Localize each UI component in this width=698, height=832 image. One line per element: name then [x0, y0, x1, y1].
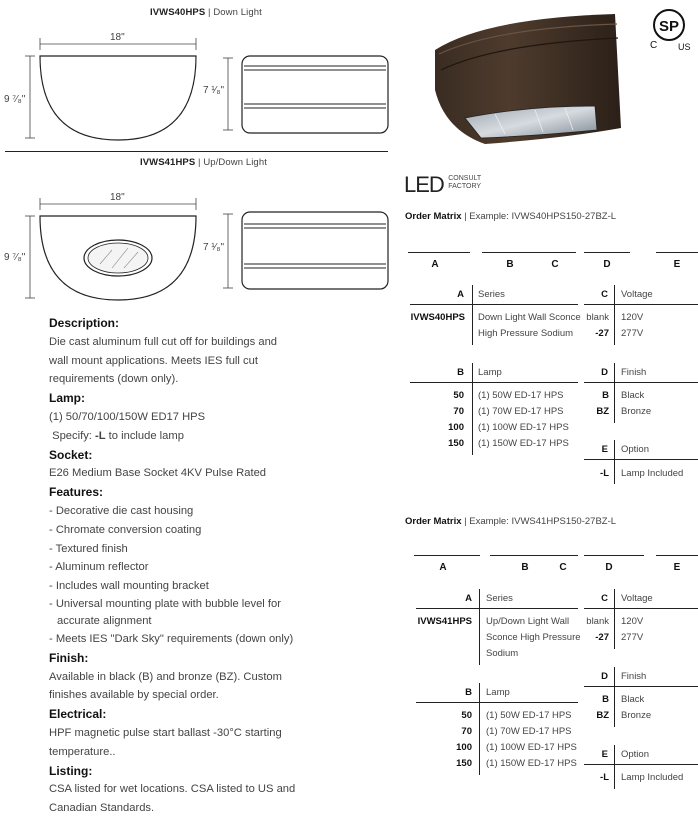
- row-rule: [416, 608, 578, 609]
- col-rule: [472, 285, 473, 345]
- voltage-code: C: [601, 593, 608, 604]
- col-rule: [614, 667, 615, 727]
- drawing-divider: [5, 151, 388, 152]
- csa-certification-mark: SP C US: [650, 8, 690, 52]
- row-rule: [584, 304, 698, 305]
- finish-label: Finish: [621, 671, 647, 682]
- col-rule: [614, 440, 615, 484]
- col-rule: [479, 589, 480, 665]
- height-dimension-front-bottom: 9 ⁷⁄₈": [4, 252, 26, 263]
- col-letter-c: C: [559, 562, 567, 573]
- voltage-code: C: [601, 289, 608, 300]
- voltage-label: Voltage: [621, 593, 653, 604]
- row-rule: [584, 764, 698, 765]
- blank-line: [408, 252, 470, 253]
- feature-item: - Meets IES "Dark Sky" requirements (down only): [49, 632, 294, 645]
- fixture-drawing-bottom: [0, 190, 400, 310]
- row-rule: [584, 608, 698, 609]
- blank-line: [490, 555, 578, 556]
- col-letter-b: B: [521, 562, 529, 573]
- col-rule: [472, 363, 473, 455]
- option-code: E: [601, 749, 608, 760]
- blank-line: [656, 252, 698, 253]
- col-letter-c: C: [551, 259, 559, 270]
- blank-line: [414, 555, 480, 556]
- feature-item: - Includes wall mounting bracket: [49, 580, 209, 593]
- col-letter-d: D: [605, 562, 613, 573]
- col-rule: [614, 285, 615, 345]
- row-rule: [584, 686, 698, 687]
- row-rule: [584, 382, 698, 383]
- lamp-label: Lamp: [478, 367, 502, 378]
- series-label: Series: [486, 593, 513, 604]
- col-letter-e: E: [673, 562, 681, 573]
- feature-item: - Chromate conversion coating: [49, 523, 202, 536]
- height-dimension-side-bottom: 7 ¹⁄₈": [203, 242, 225, 253]
- option-label: Option: [621, 749, 649, 760]
- row-rule: [584, 459, 698, 460]
- blank-line: [482, 252, 576, 253]
- col-rule: [479, 683, 480, 775]
- series-value: IVWS41HPS: [417, 616, 472, 627]
- col-letter-b: B: [506, 259, 514, 270]
- order-matrix-2-header: Order Matrix | Example: IVWS41HPS150-27BZ-L: [405, 516, 617, 527]
- voltage-label: Voltage: [621, 289, 653, 300]
- blank-line: [656, 555, 698, 556]
- description-heading: Description:: [49, 316, 120, 330]
- row-rule: [410, 304, 578, 305]
- svg-text:SP: SP: [658, 18, 680, 35]
- col-letter-a: A: [431, 259, 439, 270]
- led-consult-factory: LED CONSULT FACTORY: [404, 172, 482, 197]
- row-rule: [410, 382, 578, 383]
- order-matrix-1-header: Order Matrix | Example: IVWS40HPS150-27BZ-L: [405, 211, 617, 222]
- drawing-title-bottom: IVWS41HPS | Up/Down Light: [140, 157, 267, 168]
- finish-code: D: [601, 671, 608, 682]
- option-label: Option: [621, 444, 649, 455]
- col-letter-a: A: [439, 562, 447, 573]
- width-dimension-bottom: 18": [110, 192, 125, 203]
- feature-item: - Universal mounting plate with bubble level for: [49, 597, 281, 610]
- blank-line: [584, 252, 630, 253]
- feature-item-cont: accurate alignment: [57, 614, 152, 627]
- listing-heading: Listing:: [49, 763, 93, 778]
- height-dimension-side-top: 7 ¹⁄₈": [203, 85, 225, 96]
- finish-code: D: [601, 367, 608, 378]
- row-rule: [416, 702, 578, 703]
- features-heading: Features:: [49, 485, 104, 500]
- lamp-heading: Lamp:: [49, 391, 85, 406]
- lamp-code: B: [465, 687, 472, 698]
- fixture-drawing-top: [0, 30, 400, 152]
- col-letter-d: D: [603, 259, 611, 270]
- lamp-code: B: [457, 367, 464, 378]
- feature-item: - Aluminum reflector: [49, 561, 149, 574]
- product-photo: [425, 10, 625, 150]
- col-letter-e: E: [673, 259, 681, 270]
- electrical-heading: Electrical:: [49, 707, 107, 722]
- col-rule: [614, 589, 615, 649]
- height-dimension-front-top: 9 ⁷⁄₈": [4, 94, 26, 105]
- finish-label: Finish: [621, 367, 647, 378]
- description-panel: Description: Die cast aluminum full cut off for buildings and wall mount applications. Meets IES full cut requirements (down only). Lamp: (1) 50/70/100/150W ED17 HPS Specify: -L to include lamp Socket: E26 Medium Base Socket 4KV Pulse Rated Features: - Decorative die cast housing - Chromate conversion coating - Textured finish - Aluminum reflector - Includes wall mounting bracket - Universal mounting plate with bubble level for accurate alignment - Meets IES "Dark Sky" requirements (down only) Finish: Available in black (B) and bronze (BZ). Custom finishes available by special order. Electrical: HPF magnetic pulse start ballast -30°C starting temperature.. Listing: CSA listed for wet locations. CSA listed to US and Canadian Standards.: [49, 314, 311, 818]
- finish-heading: Finish:: [49, 650, 89, 665]
- option-code: E: [601, 444, 608, 455]
- series-value: IVWS40HPS: [410, 312, 465, 323]
- drawing-title-top: IVWS40HPS | Down Light: [150, 7, 262, 18]
- feature-item: - Decorative die cast housing: [49, 504, 194, 517]
- socket-heading: Socket:: [49, 447, 93, 462]
- series-label: Series: [478, 289, 505, 300]
- series-code: A: [457, 289, 464, 300]
- series-code: A: [465, 593, 472, 604]
- col-rule: [614, 745, 615, 789]
- lamp-label: Lamp: [486, 687, 510, 698]
- width-dimension-top: 18": [110, 32, 125, 43]
- feature-item: - Textured finish: [49, 542, 128, 555]
- col-rule: [614, 363, 615, 423]
- csa-logo-icon: [650, 8, 690, 42]
- blank-line: [584, 555, 644, 556]
